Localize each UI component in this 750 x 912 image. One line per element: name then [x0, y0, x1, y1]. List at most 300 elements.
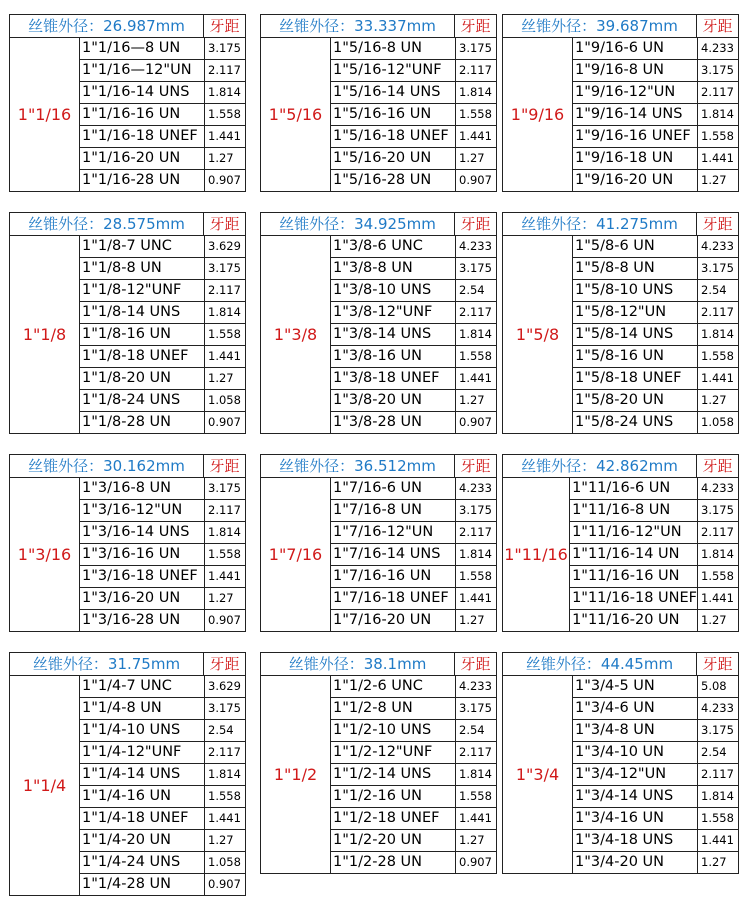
tap-outer-diameter-title: 丝锥外径：39.687mm — [521, 17, 678, 35]
pitch-value-cell: 2.54 — [455, 280, 496, 301]
table-row — [331, 764, 496, 786]
thread-spec-cell: 1"11/16-12"UN — [572, 524, 682, 540]
thread-spec-list — [80, 676, 245, 895]
table-row — [573, 368, 738, 390]
table-row — [80, 82, 245, 104]
thread-spec-cell: 1"3/8-6 UNC — [333, 238, 423, 254]
pitch-value-cell: 4.233 — [697, 38, 738, 59]
table-row — [80, 720, 245, 742]
pitch-value-cell: 1.814 — [204, 302, 245, 323]
table-row — [331, 280, 496, 302]
table-row — [573, 346, 738, 368]
table-row — [80, 236, 245, 258]
table-row — [80, 478, 245, 500]
table-row — [80, 830, 245, 852]
table-header — [10, 653, 245, 676]
pitch-value-cell: 1.558 — [204, 104, 245, 125]
thread-spec-list — [570, 478, 738, 631]
thread-spec-cell: 1"3/16-28 UN — [82, 612, 181, 628]
table-row — [80, 302, 245, 324]
table-body — [10, 676, 245, 895]
thread-spec-cell: 1"1/8-16 UN — [82, 326, 171, 342]
thread-spec-cell: 1"7/16-16 UN — [333, 568, 432, 584]
thread-spec-cell: 1"3/16-8 UN — [82, 480, 171, 496]
table-row — [573, 148, 738, 170]
pitch-value-cell: 1.27 — [697, 170, 738, 191]
thread-spec-cell: 1"9/16-14 UNS — [575, 106, 683, 122]
table-body — [10, 236, 245, 433]
table-row — [573, 412, 738, 433]
pitch-value-cell: 2.54 — [455, 720, 496, 741]
pitch-value-cell: 4.233 — [455, 236, 496, 257]
table-row — [80, 390, 245, 412]
table-row — [573, 170, 738, 191]
pitch-value-cell: 1.814 — [204, 764, 245, 785]
table-row — [80, 742, 245, 764]
table-row — [80, 500, 245, 522]
pitch-value-cell: 1.814 — [455, 764, 496, 785]
table-row — [80, 412, 245, 433]
pitch-value-cell: 1.27 — [697, 852, 738, 873]
pitch-value-cell: 3.175 — [697, 720, 738, 741]
thread-spec-cell: 1"3/8-8 UN — [333, 260, 413, 276]
table-header — [503, 213, 738, 236]
nominal-size-label: 1"9/16 — [503, 38, 573, 191]
thread-spec-cell: 1"3/16-16 UN — [82, 546, 181, 562]
tap-table — [502, 652, 739, 874]
thread-spec-cell: 1"9/16-12"UN — [575, 84, 676, 100]
table-row — [331, 368, 496, 390]
table-row — [331, 324, 496, 346]
tap-outer-diameter-title: 丝锥外径：41.275mm — [521, 215, 678, 233]
nominal-size-label: 1"11/16 — [503, 478, 570, 631]
pitch-value-cell: 1.814 — [697, 324, 738, 345]
pitch-column-header: 牙距 — [203, 213, 245, 235]
table-header — [503, 15, 738, 38]
table-row — [331, 236, 496, 258]
thread-spec-cell: 1"7/16-8 UN — [333, 502, 422, 518]
table-row — [331, 698, 496, 720]
pitch-value-cell: 3.175 — [204, 258, 245, 279]
thread-spec-cell: 1"7/16-14 UNS — [333, 546, 441, 562]
table-row — [570, 478, 738, 500]
pitch-value-cell: 2.117 — [697, 82, 738, 103]
thread-spec-cell: 1"9/16-6 UN — [575, 40, 664, 56]
thread-spec-cell: 1"1/8-18 UNEF — [82, 348, 189, 364]
table-row — [331, 478, 496, 500]
thread-spec-cell: 1"5/8-12"UN — [575, 304, 667, 320]
pitch-value-cell: 1.814 — [455, 82, 496, 103]
nominal-size-label: 1"3/8 — [261, 236, 331, 433]
thread-spec-cell: 1"1/4-24 UNS — [82, 854, 181, 870]
table-row — [331, 544, 496, 566]
thread-spec-cell: 1"3/4-5 UN — [575, 678, 655, 694]
table-row — [331, 676, 496, 698]
nominal-size-label: 1"5/8 — [503, 236, 573, 433]
pitch-value-cell: 1.27 — [204, 588, 245, 609]
table-row — [80, 324, 245, 346]
pitch-value-cell: 2.54 — [697, 280, 738, 301]
thread-spec-cell: 1"9/16-20 UN — [575, 172, 674, 188]
pitch-value-cell: 1.27 — [697, 390, 738, 411]
thread-spec-cell: 1"9/16-8 UN — [575, 62, 664, 78]
thread-spec-cell: 1"1/2-20 UN — [333, 832, 422, 848]
pitch-value-cell: 1.441 — [697, 830, 738, 851]
thread-spec-cell: 1"1/16-18 UNEF — [82, 128, 198, 144]
thread-spec-cell: 1"3/8-20 UN — [333, 392, 422, 408]
thread-spec-cell: 1"1/16—12"UN — [82, 62, 192, 78]
table-row — [573, 82, 738, 104]
table-row — [80, 280, 245, 302]
pitch-value-cell: 1.27 — [455, 390, 496, 411]
tap-outer-diameter-title: 丝锥外径：36.512mm — [279, 457, 436, 475]
thread-spec-cell: 1"11/16-20 UN — [572, 612, 680, 628]
tap-table — [9, 454, 246, 632]
tap-table — [9, 652, 246, 896]
pitch-value-cell: 1.558 — [697, 126, 738, 147]
thread-spec-cell: 1"1/4-16 UN — [82, 788, 171, 804]
table-row — [573, 786, 738, 808]
pitch-column-header: 牙距 — [696, 653, 738, 675]
pitch-value-cell: 2.117 — [697, 522, 738, 543]
tap-table — [260, 652, 497, 874]
table-row — [331, 500, 496, 522]
thread-spec-cell: 1"3/8-10 UNS — [333, 282, 432, 298]
pitch-value-cell: 4.233 — [455, 478, 496, 499]
thread-spec-cell: 1"5/8-20 UN — [575, 392, 664, 408]
thread-spec-cell: 1"3/8-14 UNS — [333, 326, 432, 342]
table-row — [80, 368, 245, 390]
nominal-size-label: 1"1/4 — [10, 676, 80, 895]
table-header — [261, 15, 496, 38]
pitch-value-cell: 0.907 — [204, 610, 245, 631]
pitch-value-cell: 1.558 — [204, 324, 245, 345]
thread-spec-list — [331, 38, 496, 191]
table-row — [573, 126, 738, 148]
thread-spec-cell: 1"5/16-16 UN — [333, 106, 432, 122]
tap-outer-diameter-title: 丝锥外径：26.987mm — [28, 17, 185, 35]
thread-spec-cell: 1"3/8-16 UN — [333, 348, 422, 364]
thread-spec-cell: 1"5/16-18 UNEF — [333, 128, 449, 144]
thread-spec-list — [80, 38, 245, 191]
pitch-value-cell: 4.233 — [697, 698, 738, 719]
thread-spec-cell: 1"7/16-6 UN — [333, 480, 422, 496]
nominal-size-label: 1"3/16 — [10, 478, 80, 631]
pitch-column-header: 牙距 — [454, 15, 496, 37]
pitch-value-cell: 1.441 — [697, 148, 738, 169]
table-row — [80, 148, 245, 170]
pitch-value-cell: 3.175 — [697, 258, 738, 279]
tap-table — [502, 212, 739, 434]
table-header — [10, 15, 245, 38]
table-header — [503, 653, 738, 676]
nominal-size-label: 1"3/4 — [503, 676, 573, 873]
pitch-value-cell: 3.629 — [204, 676, 245, 697]
pitch-column-header: 牙距 — [454, 455, 496, 477]
pitch-value-cell: 2.117 — [455, 522, 496, 543]
thread-spec-cell: 1"5/8-14 UNS — [575, 326, 674, 342]
table-row — [80, 60, 245, 82]
table-body — [261, 478, 496, 631]
pitch-value-cell: 3.175 — [455, 500, 496, 521]
thread-spec-cell: 1"1/16-16 UN — [82, 106, 181, 122]
table-body — [261, 236, 496, 433]
pitch-value-cell: 1.558 — [697, 346, 738, 367]
pitch-value-cell: 1.441 — [455, 368, 496, 389]
nominal-size-label: 1"1/16 — [10, 38, 80, 191]
thread-spec-cell: 1"1/2-6 UNC — [333, 678, 423, 694]
table-row — [80, 786, 245, 808]
thread-spec-cell: 1"5/16-14 UNS — [333, 84, 441, 100]
table-row — [573, 720, 738, 742]
pitch-value-cell: 2.117 — [455, 302, 496, 323]
thread-spec-cell: 1"11/16-16 UN — [572, 568, 680, 584]
thread-spec-cell: 1"1/4-12"UNF — [82, 744, 182, 760]
thread-spec-cell: 1"5/8-6 UN — [575, 238, 655, 254]
table-row — [331, 830, 496, 852]
pitch-value-cell: 1.814 — [697, 786, 738, 807]
table-row — [570, 500, 738, 522]
thread-spec-list — [331, 236, 496, 433]
table-row — [573, 698, 738, 720]
thread-spec-cell: 1"1/16—8 UN — [82, 40, 181, 56]
thread-spec-cell: 1"7/16-18 UNEF — [333, 590, 449, 606]
pitch-value-cell: 3.175 — [455, 38, 496, 59]
table-row — [80, 126, 245, 148]
thread-spec-cell: 1"1/16-20 UN — [82, 150, 181, 166]
pitch-value-cell: 1.814 — [204, 82, 245, 103]
thread-spec-cell: 1"3/16-12"UN — [82, 502, 183, 518]
thread-spec-cell: 1"11/16-8 UN — [572, 502, 671, 518]
table-body — [10, 38, 245, 191]
thread-spec-cell: 1"3/4-12"UN — [575, 766, 667, 782]
thread-spec-cell: 1"1/16-14 UNS — [82, 84, 190, 100]
pitch-value-cell: 1.27 — [204, 830, 245, 851]
thread-spec-cell: 1"11/16-14 UN — [572, 546, 680, 562]
tap-table — [260, 212, 497, 434]
table-row — [570, 544, 738, 566]
table-row — [80, 808, 245, 830]
pitch-value-cell: 0.907 — [455, 852, 496, 873]
table-row — [331, 170, 496, 191]
pitch-value-cell: 0.907 — [204, 170, 245, 191]
table-row — [80, 104, 245, 126]
nominal-size-label: 1"7/16 — [261, 478, 331, 631]
thread-spec-cell: 1"1/2-12"UNF — [333, 744, 433, 760]
table-body — [10, 478, 245, 631]
table-row — [331, 104, 496, 126]
table-row — [80, 38, 245, 60]
pitch-value-cell: 3.175 — [455, 258, 496, 279]
thread-spec-cell: 1"1/4-10 UNS — [82, 722, 181, 738]
nominal-size-label: 1"1/2 — [261, 676, 331, 873]
table-row — [573, 60, 738, 82]
thread-spec-cell: 1"1/2-10 UNS — [333, 722, 432, 738]
pitch-value-cell: 1.441 — [455, 808, 496, 829]
table-header — [261, 455, 496, 478]
table-row — [80, 874, 245, 895]
thread-spec-cell: 1"1/8-7 UNC — [82, 238, 172, 254]
thread-spec-cell: 1"7/16-12"UN — [333, 524, 434, 540]
thread-spec-list — [573, 236, 738, 433]
pitch-value-cell: 1.558 — [697, 566, 738, 587]
table-row — [80, 852, 245, 874]
pitch-value-cell: 3.175 — [697, 500, 738, 521]
table-header — [503, 455, 738, 478]
pitch-column-header: 牙距 — [454, 213, 496, 235]
table-header — [10, 213, 245, 236]
table-body — [261, 38, 496, 191]
table-body — [503, 676, 738, 873]
pitch-value-cell: 4.233 — [697, 236, 738, 257]
thread-spec-cell: 1"3/16-14 UNS — [82, 524, 190, 540]
tap-outer-diameter-title: 丝锥外径：44.45mm — [525, 655, 674, 673]
tap-outer-diameter-title: 丝锥外径：33.337mm — [279, 17, 436, 35]
thread-spec-cell: 1"1/4-8 UN — [82, 700, 162, 716]
thread-spec-cell: 1"1/8-24 UNS — [82, 392, 181, 408]
table-row — [80, 170, 245, 191]
pitch-column-header: 牙距 — [696, 15, 738, 37]
pitch-column-header: 牙距 — [203, 455, 245, 477]
table-row — [80, 676, 245, 698]
table-row — [331, 82, 496, 104]
table-row — [573, 808, 738, 830]
table-row — [331, 390, 496, 412]
pitch-value-cell: 2.117 — [455, 742, 496, 763]
thread-spec-cell: 1"3/8-28 UN — [333, 414, 422, 430]
table-row — [573, 742, 738, 764]
tap-table — [260, 454, 497, 632]
pitch-value-cell: 0.907 — [204, 412, 245, 433]
tap-table — [260, 14, 497, 192]
table-row — [573, 764, 738, 786]
tap-table — [502, 14, 739, 192]
table-row — [331, 808, 496, 830]
thread-spec-cell: 1"1/4-18 UNEF — [82, 810, 189, 826]
table-row — [80, 588, 245, 610]
table-row — [331, 412, 496, 433]
thread-spec-cell: 1"1/8-14 UNS — [82, 304, 181, 320]
pitch-value-cell: 1.058 — [204, 390, 245, 411]
table-row — [570, 588, 738, 610]
pitch-value-cell: 2.117 — [455, 60, 496, 81]
table-row — [331, 60, 496, 82]
thread-spec-cell: 1"1/2-8 UN — [333, 700, 413, 716]
pitch-value-cell: 1.441 — [204, 346, 245, 367]
tap-outer-diameter-title: 丝锥外径：28.575mm — [28, 215, 185, 233]
thread-spec-cell: 1"1/4-28 UN — [82, 876, 171, 892]
pitch-value-cell: 2.117 — [697, 764, 738, 785]
table-row — [331, 786, 496, 808]
table-row — [331, 38, 496, 60]
pitch-value-cell: 1.058 — [204, 852, 245, 873]
table-row — [573, 236, 738, 258]
pitch-value-cell: 1.558 — [455, 346, 496, 367]
thread-spec-cell: 1"7/16-20 UN — [333, 612, 432, 628]
pitch-value-cell: 0.907 — [455, 412, 496, 433]
thread-spec-cell: 1"1/8-28 UN — [82, 414, 171, 430]
pitch-value-cell: 1.27 — [455, 610, 496, 631]
table-body — [261, 676, 496, 873]
thread-spec-cell: 1"5/8-24 UNS — [575, 414, 674, 430]
table-row — [80, 566, 245, 588]
thread-spec-cell: 1"9/16-16 UNEF — [575, 128, 691, 144]
thread-spec-list — [331, 676, 496, 873]
tap-outer-diameter-title: 丝锥外径：31.75mm — [32, 655, 181, 673]
pitch-value-cell: 2.54 — [204, 720, 245, 741]
pitch-value-cell: 1.814 — [455, 544, 496, 565]
table-header — [10, 455, 245, 478]
thread-spec-cell: 1"3/16-20 UN — [82, 590, 181, 606]
pitch-value-cell: 1.558 — [697, 808, 738, 829]
pitch-value-cell: 1.27 — [204, 368, 245, 389]
pitch-value-cell: 2.117 — [697, 302, 738, 323]
table-row — [573, 390, 738, 412]
table-row — [573, 676, 738, 698]
thread-spec-cell: 1"1/2-14 UNS — [333, 766, 432, 782]
tap-table — [9, 212, 246, 434]
pitch-column-header: 牙距 — [203, 15, 245, 37]
table-row — [331, 258, 496, 280]
thread-spec-cell: 1"3/4-10 UN — [575, 744, 664, 760]
thread-spec-cell: 1"1/8-12"UNF — [82, 282, 182, 298]
pitch-column-header: 牙距 — [203, 653, 245, 675]
thread-spec-cell: 1"1/2-28 UN — [333, 854, 422, 870]
thread-spec-cell: 1"1/4-7 UNC — [82, 678, 172, 694]
thread-spec-cell: 1"1/8-8 UN — [82, 260, 162, 276]
pitch-value-cell: 1.814 — [697, 104, 738, 125]
pitch-value-cell: 1.441 — [697, 588, 738, 609]
thread-spec-cell: 1"5/16-28 UN — [333, 172, 432, 188]
pitch-value-cell: 1.27 — [204, 148, 245, 169]
thread-spec-cell: 1"11/16-18 UNEF — [572, 590, 697, 606]
thread-spec-list — [80, 236, 245, 433]
table-row — [80, 522, 245, 544]
pitch-value-cell: 2.54 — [697, 742, 738, 763]
pitch-value-cell: 1.27 — [455, 830, 496, 851]
table-row — [573, 38, 738, 60]
pitch-value-cell: 2.117 — [204, 60, 245, 81]
tap-outer-diameter-title: 丝锥外径：34.925mm — [279, 215, 436, 233]
thread-spec-cell: 1"9/16-18 UN — [575, 150, 674, 166]
pitch-value-cell: 0.907 — [455, 170, 496, 191]
table-row — [573, 302, 738, 324]
pitch-value-cell: 3.629 — [204, 236, 245, 257]
tap-table — [502, 454, 739, 632]
thread-spec-cell: 1"3/4-14 UNS — [575, 788, 674, 804]
thread-spec-list — [331, 478, 496, 631]
pitch-value-cell: 3.175 — [455, 698, 496, 719]
thread-spec-cell: 1"5/8-16 UN — [575, 348, 664, 364]
table-row — [80, 258, 245, 280]
table-row — [331, 852, 496, 873]
table-row — [573, 258, 738, 280]
pitch-value-cell: 2.117 — [204, 280, 245, 301]
thread-spec-cell: 1"1/2-18 UNEF — [333, 810, 440, 826]
table-row — [331, 302, 496, 324]
tap-outer-diameter-title: 丝锥外径：30.162mm — [28, 457, 185, 475]
pitch-value-cell: 1.441 — [204, 566, 245, 587]
thread-spec-cell: 1"5/8-8 UN — [575, 260, 655, 276]
thread-spec-cell: 1"3/4-16 UN — [575, 810, 664, 826]
table-body — [503, 38, 738, 191]
pitch-column-header: 牙距 — [696, 213, 738, 235]
tap-outer-diameter-title: 丝锥外径：38.1mm — [288, 655, 427, 673]
pitch-value-cell: 5.08 — [697, 676, 738, 697]
nominal-size-label: 1"1/8 — [10, 236, 80, 433]
thread-spec-cell: 1"5/8-18 UNEF — [575, 370, 682, 386]
table-body — [503, 478, 738, 631]
